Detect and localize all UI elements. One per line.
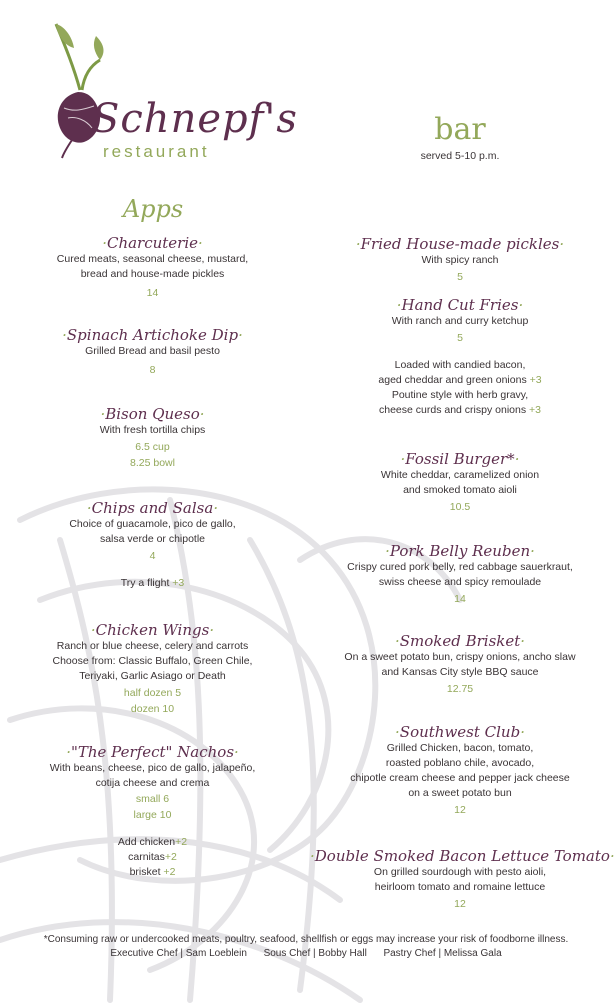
item-price: 14 bbox=[454, 593, 466, 605]
addon-text: brisket bbox=[129, 866, 161, 878]
item-name: Hand Cut Fries bbox=[401, 296, 519, 314]
item-desc: on a sweet potato bun bbox=[408, 787, 512, 799]
item-price: small 6 bbox=[135, 793, 170, 805]
item-desc: cotija cheese and crema bbox=[95, 777, 210, 789]
chef-credits: Executive Chef | Sam Loeblein Sous Chef | Bobby Hall Pastry Chef | Melissa Gala bbox=[110, 948, 502, 959]
menu-item: ·Chicken Wings· Ranch or blue cheese, celery and carrots Choose from: Classic Buffalo, Green Chile, Teriyaki, Garlic Asiago or Death half dozen 5 dozen 10 bbox=[20, 621, 285, 717]
item-desc: With ranch and curry ketchup bbox=[391, 315, 529, 327]
item-desc: On grilled sourdough with pesto aioli, bbox=[373, 866, 547, 878]
menu-item: ·Spinach Artichoke Dip· Grilled Bread and basil pesto 8 bbox=[20, 326, 285, 378]
item-name: Double Smoked Bacon Lettuce Tomato bbox=[314, 847, 610, 865]
item-name: "The Perfect" Nachos bbox=[70, 743, 235, 761]
item-desc: White cheddar, caramelized onion bbox=[380, 469, 540, 481]
item-name: Chips and Salsa bbox=[91, 499, 214, 517]
fries-option-text: Loaded with candied bacon, bbox=[394, 359, 526, 371]
item-desc: and smoked tomato aioli bbox=[403, 484, 517, 496]
item-desc: swiss cheese and spicy remoulade bbox=[378, 576, 542, 588]
menu-item: ·Hand Cut Fries· With ranch and curry ketchup 5 Loaded with candied bacon, aged cheddar and green onions +3 Poutine style with herb gravy, cheese curds and crispy onions +3 bbox=[310, 296, 610, 418]
item-desc: and Kansas City style BBQ sauce bbox=[381, 666, 539, 678]
fries-option bbox=[310, 403, 610, 418]
addon-price: +2 bbox=[175, 836, 188, 848]
menu-item: ·Double Smoked Bacon Lettuce Tomato· On grilled sourdough with pesto aioli, heirloom tomato and romaine lettuce 12 bbox=[310, 847, 615, 910]
menu-item: ·Fossil Burger*· White cheddar, caramelized onion and smoked tomato aioli 10.5 bbox=[310, 450, 610, 515]
item-desc: Cured meats, seasonal cheese, mustard, bbox=[56, 253, 249, 265]
item-desc: With fresh tortilla chips bbox=[99, 424, 206, 436]
addon-option bbox=[20, 865, 285, 880]
item-price: 6.5 cup bbox=[135, 441, 170, 453]
menu-item: ·Fried House-made pickles· With spicy ranch 5 bbox=[310, 235, 610, 285]
fries-option bbox=[310, 373, 610, 388]
fries-option-price: +3 bbox=[526, 374, 542, 386]
item-name: Fried House-made pickles bbox=[360, 235, 560, 253]
item-name: Southwest Club bbox=[399, 723, 521, 741]
item-desc: Teriyaki, Garlic Asiago or Death bbox=[79, 670, 226, 682]
menu-item: ·Bison Queso· With fresh tortilla chips 6.5 cup 8.25 bowl bbox=[20, 405, 285, 471]
served-hours: served 5-10 p.m. bbox=[420, 150, 500, 162]
brand-subtitle: restaurant bbox=[103, 142, 210, 161]
menu-item: ·Pork Belly Reuben· Crispy cured pork belly, red cabbage sauerkraut, swiss cheese and spicy remoulade 14 bbox=[310, 542, 610, 607]
menu-item: ·"The Perfect" Nachos· With beans, cheese, pico de gallo, jalapeño, cotija cheese and crema small 6 large 10 Add chicken+2 carnitas+2 brisket +2 bbox=[20, 743, 285, 880]
menu-item: ·Smoked Brisket· On a sweet potato bun, crispy onions, ancho slaw and Kansas City style BBQ sauce 12.75 bbox=[310, 632, 610, 697]
addon-option bbox=[20, 835, 285, 850]
item-price: 4 bbox=[149, 550, 156, 562]
item-price: half dozen 5 bbox=[123, 687, 182, 699]
fries-option-price: +3 bbox=[526, 404, 541, 416]
fries-option bbox=[310, 388, 610, 403]
section-title bbox=[380, 112, 540, 147]
item-price: large 10 bbox=[133, 809, 172, 821]
item-name: Fossil Burger* bbox=[405, 450, 515, 468]
flight-price: +3 bbox=[172, 577, 185, 589]
addon-price: +2 bbox=[160, 866, 176, 878]
item-desc: bread and house-made pickles bbox=[80, 268, 225, 280]
item-name: Pork Belly Reuben bbox=[389, 542, 531, 560]
item-price: 5 bbox=[457, 271, 463, 283]
item-price: 12.75 bbox=[446, 683, 474, 695]
brand-name: Schnepf's bbox=[92, 96, 298, 142]
item-name: Chicken Wings bbox=[95, 621, 210, 639]
item-desc: With spicy ranch bbox=[421, 254, 499, 266]
item-desc: roasted poblano chile, avocado, bbox=[385, 757, 535, 769]
item-price: 12 bbox=[454, 804, 466, 816]
item-desc: Choose from: Classic Buffalo, Green Chile, bbox=[52, 655, 253, 667]
item-price: 8.25 bowl bbox=[130, 457, 175, 469]
addon-text: Add chicken bbox=[117, 836, 176, 848]
item-name: Bison Queso bbox=[105, 405, 200, 423]
item-price: 12 bbox=[454, 898, 466, 910]
addon-price: +2 bbox=[164, 851, 177, 863]
disclaimer: *Consuming raw or undercooked meats, poultry, seafood, shellfish or eggs may increase your risk of foodborne illness. bbox=[43, 934, 569, 945]
item-desc: Choice of guacamole, pico de gallo, bbox=[69, 518, 236, 530]
logo bbox=[40, 14, 298, 164]
bar-title: bar bbox=[434, 112, 486, 147]
item-desc: With beans, cheese, pico de gallo, jalapeño, bbox=[49, 762, 256, 774]
item-desc: Grilled Chicken, bacon, tomato, bbox=[386, 742, 534, 754]
fries-option-text: aged cheddar and green onions bbox=[378, 374, 527, 386]
item-desc: salsa verde or chipotle bbox=[99, 533, 206, 545]
item-name: Smoked Brisket bbox=[399, 632, 521, 650]
item-desc: heirloom tomato and romaine lettuce bbox=[374, 881, 546, 893]
menu-item: ·Southwest Club· Grilled Chicken, bacon, tomato, roasted poblano chile, avocado, chipotle cream cheese and pepper jack cheese on a sweet potato bun 12 bbox=[310, 723, 610, 818]
item-price: 14 bbox=[146, 287, 159, 299]
flight-text: Try a flight bbox=[120, 577, 170, 589]
fries-option-text: Poutine style with herb gravy, bbox=[391, 389, 529, 401]
addon-text: carnitas bbox=[128, 851, 165, 863]
item-desc: Grilled Bread and basil pesto bbox=[85, 345, 220, 357]
fries-option-text: cheese curds and crispy onions bbox=[379, 404, 527, 416]
apps-heading: Apps bbox=[122, 195, 184, 223]
item-desc: On a sweet potato bun, crispy onions, ancho slaw bbox=[344, 651, 576, 663]
item-desc: Crispy cured pork belly, red cabbage sauerkraut, bbox=[347, 561, 573, 573]
fries-option bbox=[310, 358, 610, 373]
item-name: Spinach Artichoke Dip bbox=[66, 326, 239, 344]
menu-item: ·Chips and Salsa· Choice of guacamole, pico de gallo, salsa verde or chipotle 4 Try a flight +3 bbox=[20, 499, 285, 591]
item-price: 5 bbox=[457, 332, 463, 344]
item-desc: Ranch or blue cheese, celery and carrots bbox=[56, 640, 249, 652]
item-desc: chipotle cream cheese and pepper jack cheese bbox=[350, 772, 570, 784]
item-price: 10.5 bbox=[449, 501, 471, 513]
menu-item: ·Charcuterie· Cured meats, seasonal cheese, mustard, bread and house-made pickles 14 bbox=[20, 234, 285, 301]
item-price: dozen 10 bbox=[130, 703, 175, 715]
addon-option bbox=[20, 850, 285, 865]
item-name: Charcuterie bbox=[106, 234, 199, 252]
item-price: 8 bbox=[149, 364, 156, 376]
footer bbox=[0, 933, 612, 961]
flight-option bbox=[20, 576, 285, 591]
